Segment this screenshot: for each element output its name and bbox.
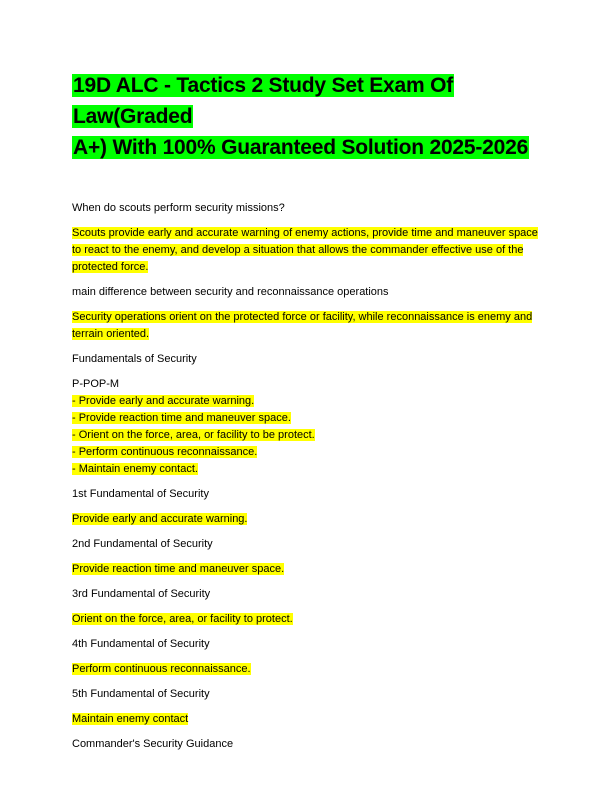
answer-line: Orient on the force, area, or facility to protect. [72, 613, 293, 625]
question: main difference between security and reconnaissance operations [72, 286, 389, 298]
answer-line: Scouts provide early and accurate warning of enemy actions, provide time and maneuver space [72, 227, 538, 239]
question: Commander's Security Guidance [72, 738, 234, 750]
answer-line: terrain oriented. [72, 328, 150, 340]
answer-list-heading: P-POP-M [72, 378, 120, 390]
answer [72, 561, 542, 578]
question: 2nd Fundamental of Security [72, 538, 213, 550]
document-content [72, 200, 542, 753]
list-item: - Orient on the force, area, or facility to be protect. [72, 429, 315, 441]
answer [72, 309, 542, 343]
answer-line: Provide early and accurate warning. [72, 513, 248, 525]
question: 1st Fundamental of Security [72, 488, 209, 500]
list-item: - Provide reaction time and maneuver space. [72, 412, 291, 424]
answer [72, 611, 542, 628]
answer [72, 661, 542, 678]
list-item: - Maintain enemy contact. [72, 463, 198, 475]
answer-line: Provide reaction time and maneuver space. [72, 563, 285, 575]
question: 3rd Fundamental of Security [72, 588, 211, 600]
title-line-1: 19D ALC - Tactics 2 Study Set Exam Of Law(Graded [73, 74, 454, 128]
document-title [72, 70, 542, 163]
question: When do scouts perform security missions? [72, 202, 285, 214]
answer-line: to react to the enemy, and develop a situation that allows the commander effective use of the [72, 244, 524, 256]
answer-list [72, 376, 542, 478]
question: 5th Fundamental of Security [72, 688, 210, 700]
answer [72, 711, 542, 728]
list-item: - Perform continuous reconnaissance. [72, 446, 258, 458]
question: 4th Fundamental of Security [72, 638, 210, 650]
answer-line: Perform continuous reconnaissance. [72, 663, 251, 675]
title-line-2: A+) With 100% Guaranteed Solution 2025-2026 [73, 136, 529, 159]
answer [72, 225, 542, 276]
question: Fundamentals of Security [72, 353, 197, 365]
answer [72, 511, 542, 528]
answer-line: Security operations orient on the protected force or facility, while reconnaissance is enemy and [72, 311, 533, 323]
answer-line: Maintain enemy contact [72, 713, 189, 725]
answer-line: protected force. [72, 261, 149, 273]
list-item: - Provide early and accurate warning. [72, 395, 255, 407]
